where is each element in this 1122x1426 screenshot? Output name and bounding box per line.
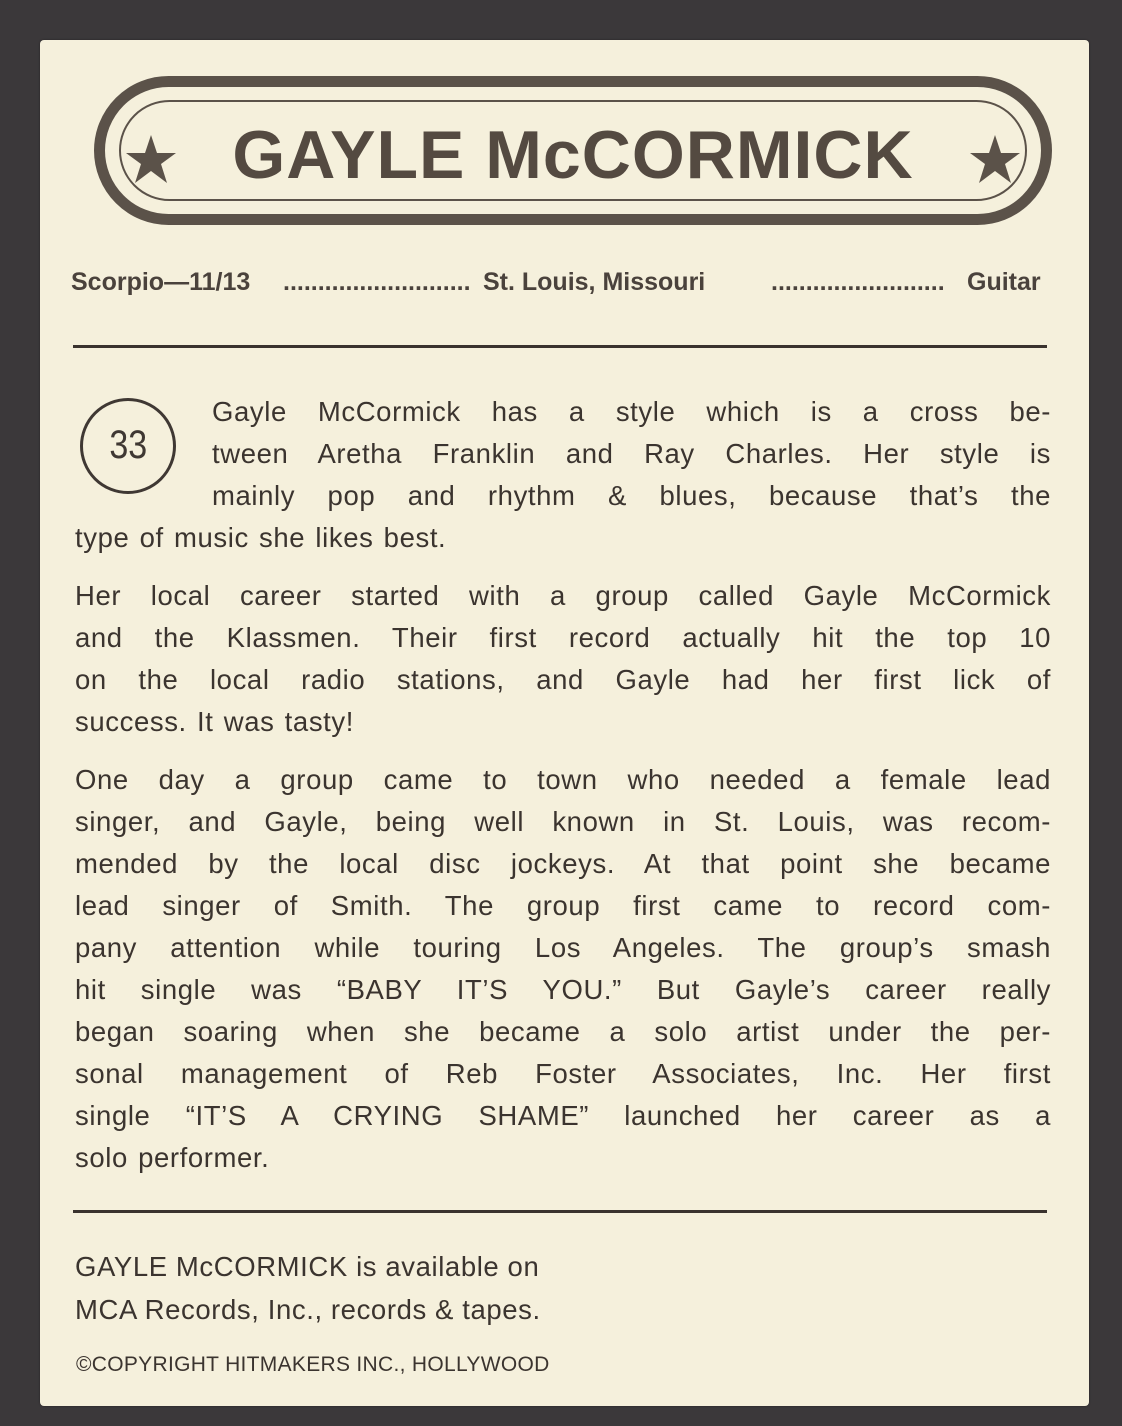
star-icon: [969, 133, 1021, 185]
paragraph-line: tween Aretha Franklin and Ray Charles. Her style is: [212, 438, 1051, 469]
paragraph-2: [75, 575, 1051, 743]
dot-leader: ...........................: [283, 268, 471, 296]
paragraph-line: type of music she likes best.: [75, 522, 447, 553]
paragraph-line: single “IT’S A CRYING SHAME” launched her career as a: [75, 1100, 1051, 1131]
paragraph-line: pany attention while touring Los Angeles. The group’s smash: [75, 932, 1051, 963]
name-banner: [94, 76, 1052, 225]
paragraph-line: on the local radio stations, and Gayle had her first lick of: [75, 664, 1051, 695]
artist-name: GAYLE McCORMICK: [232, 117, 914, 193]
paragraph-line: hit single was “BABY IT’S YOU.” But Gayle’s career really: [75, 974, 1051, 1005]
hometown: St. Louis, Missouri: [483, 268, 706, 296]
paragraph-3: [75, 759, 1051, 1179]
paragraph-line: solo performer.: [75, 1142, 270, 1173]
paragraph-line: Gayle McCormick has a style which is a cross be-: [212, 396, 1051, 427]
trading-card: [40, 40, 1089, 1406]
info-line: [71, 268, 1047, 304]
paragraph-1: [75, 391, 1051, 559]
instrument: Guitar: [967, 268, 1041, 296]
paragraph-line: One day a group came to town who needed a female lead: [75, 764, 1051, 795]
divider: [73, 345, 1047, 348]
copyright-notice: ©COPYRIGHT HITMAKERS INC., HOLLYWOOD: [76, 1353, 550, 1376]
divider: [73, 1210, 1047, 1213]
paragraph-line: sonal management of Reb Foster Associates, Inc. Her first: [75, 1058, 1051, 1089]
paragraph-line: mainly pop and rhythm & blues, because that’s the: [212, 480, 1051, 511]
paragraph-line: lead singer of Smith. The group first came to record com-: [75, 890, 1051, 921]
paragraph-line: Her local career started with a group called Gayle McCormick: [75, 580, 1051, 611]
availability-note: [75, 1245, 541, 1331]
zodiac-sign: Scorpio—11/13: [71, 268, 251, 296]
card-number: 33: [109, 423, 147, 467]
paragraph-line: began soaring when she became a solo artist under the per-: [75, 1016, 1051, 1047]
paragraph-line: and the Klassmen. Their first record actually hit the top 10: [75, 622, 1051, 653]
availability-line: GAYLE McCORMICK is available on: [75, 1251, 540, 1282]
dot-leader: .........................: [771, 268, 945, 296]
paragraph-line: success. It was tasty!: [75, 706, 354, 737]
availability-line: MCA Records, Inc., records & tapes.: [75, 1294, 541, 1325]
paragraph-line: mended by the local disc jockeys. At that point she became: [75, 848, 1051, 879]
paragraph-line: singer, and Gayle, being well known in St. Louis, was recom-: [75, 806, 1051, 837]
